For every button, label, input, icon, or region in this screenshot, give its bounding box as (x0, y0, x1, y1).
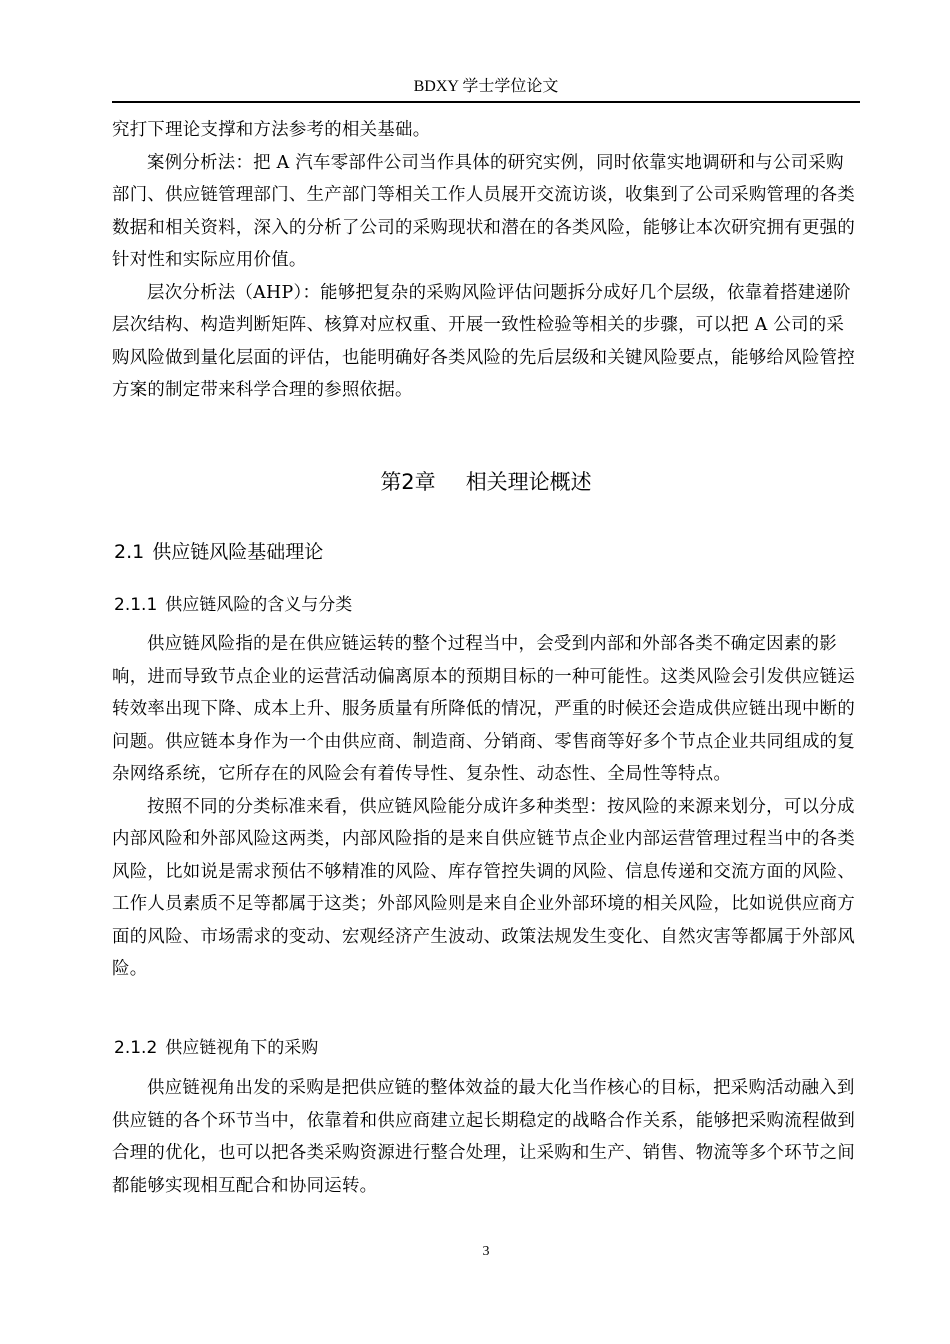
section-2-1-2-heading (114, 1034, 318, 1062)
section-2-1-heading (114, 537, 323, 567)
intro-block (112, 114, 860, 407)
intro-continuation: 究打下理论支撑和方法参考的相关基础。 (112, 120, 431, 140)
chapter-heading (112, 466, 860, 498)
subsection-number: 2.1.2 (114, 1038, 158, 1058)
body-paragraph: 供应链风险指的是在供应链运转的整个过程当中，会受到内部和外部各类不确定因素的影响，进而导致节点企业的运营活动偏离原本的预期目标的一种可能性。这类风险会引发供应链运转效率出现下降、成本上升、服务质量有所降低的情况，严重的时候还会造成供应链出现中断的问题。供应链本身作为一个由供应商、制造商、分销商、零售商等好多个节点企业共同组成的复杂网络系统，它所存在的风险会有着传导性、复杂性、动态性、全局性等特点。 (112, 634, 856, 784)
subsection-number: 2.1.1 (114, 595, 158, 615)
section-number: 2.1 (114, 541, 145, 563)
body-paragraph: 供应链视角出发的采购是把供应链的整体效益的最大化当作核心的目标，把采购活动融入到供应链的各个环节当中，依靠着和供应商建立起长期稳定的战略合作关系，能够把采购流程做到合理的优化，也可以把各类采购资源进行整合处理，让采购和生产、销售、物流等多个环节之间都能够实现相互配合和协同运转。 (112, 1078, 856, 1196)
body-paragraph: 按照不同的分类标准来看，供应链风险能分成许多种类型：按风险的来源来划分，可以分成内部风险和外部风险这两类，内部风险指的是来自供应链节点企业内部运营管理过程当中的各类风险，比如说是需求预估不够精准的风险、库存管控失调的风险、信息传递和交流方面的风险、工作人员素质不足等都属于这类；外部风险则是来自企业外部环境的相关风险，比如说供应商方面的风险、市场需求的变动、宏观经济产生波动、政策法规发生变化、自然灾害等都属于外部风险。 (112, 796, 856, 979)
page-number: 3 (482, 1244, 490, 1259)
ahp-method-paragraph: 层次分析法（AHP）：能够把复杂的采购风险评估问题拆分成好几个层级，依靠着搭建递阶层次结构、构造判断矩阵、核算对应权重、开展一致性检验等相关的步骤，可以把 A 公司的采购风险做到量化层面的评估，也能明确好各类风险的先后层级和关键风险要点，能够给风险管控方案的制定带来科学合理的参照依据。 (112, 282, 856, 400)
section-2-1-1-heading (114, 591, 352, 619)
subsection-title: 供应链风险的含义与分类 (165, 595, 353, 615)
header-rule (112, 101, 860, 103)
subsection-title: 供应链视角下的采购 (165, 1038, 319, 1058)
case-method-paragraph: 案例分析法：把 A 汽车零部件公司当作具体的研究实例，同时依靠实地调研和与公司采购部门、供应链管理部门、生产部门等相关工作人员展开交流访谈，收集到了公司采购管理的各类数据和相关资料，深入的分析了公司的采购现状和潜在的各类风险，能够让本次研究拥有更强的针对性和实际应用价值。 (112, 152, 856, 270)
section-2-1-1-body (112, 628, 860, 986)
chapter-title: 相关理论概述 (465, 470, 592, 494)
section-2-1-2-body (112, 1072, 860, 1202)
running-header: BDXY 学士学位论文 (413, 78, 559, 95)
section-title: 供应链风险基础理论 (152, 541, 324, 563)
chapter-number: 第2章 (380, 470, 436, 494)
